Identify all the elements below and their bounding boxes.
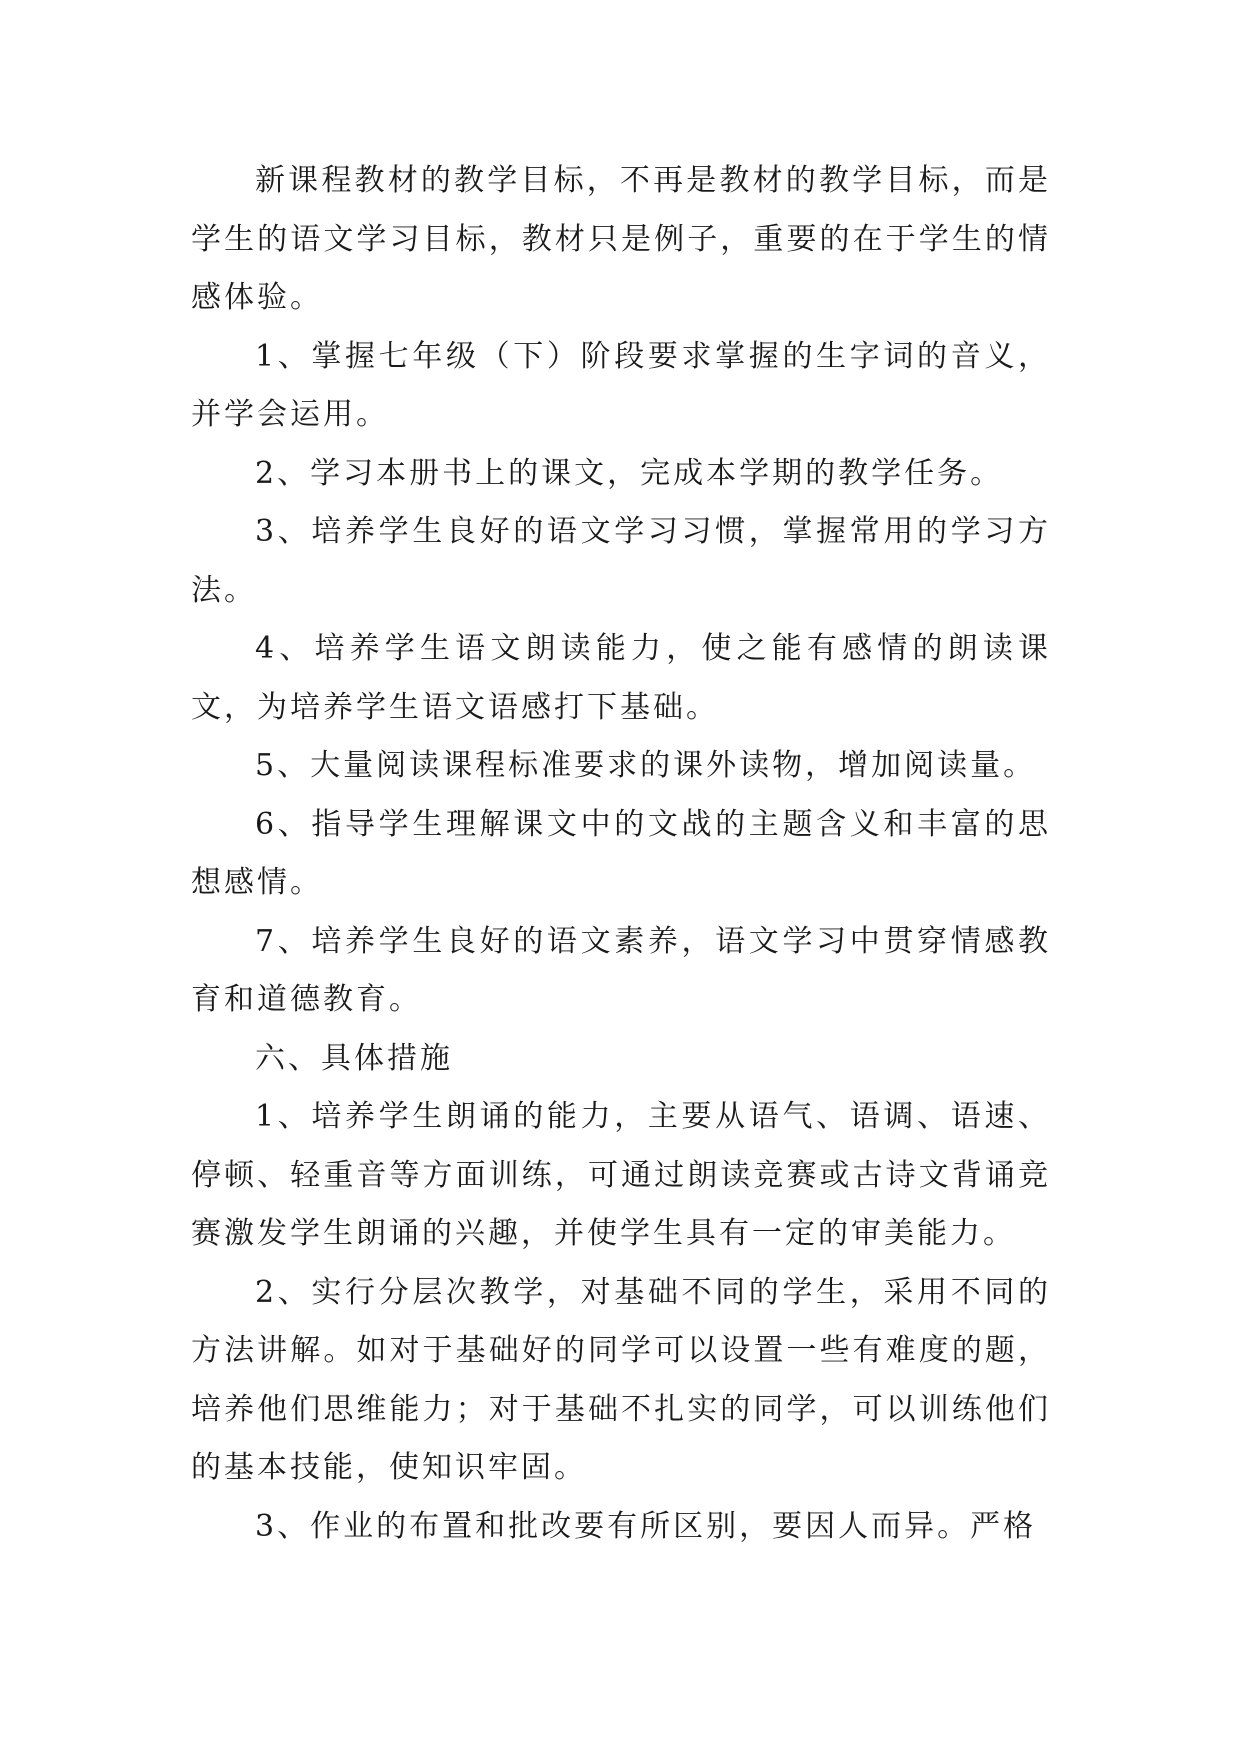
paragraph-goal-3: 3、培养学生良好的语文学习习惯，掌握常用的学习方法。: [191, 514, 1051, 608]
paragraph-intro: 新课程教材的教学目标，不再是教材的教学目标，而是学生的语文学习目标，教材只是例子，重要的在于学生的情感体验。: [191, 163, 1051, 315]
paragraph-goal-7: 7、培养学生良好的语文素养，语文学习中贯穿情感教育和道德教育。: [191, 923, 1051, 1017]
paragraph-goal-5: 5、大量阅读课程标准要求的课外读物，增加阅读量。: [255, 748, 1037, 783]
paragraph-goal-4: 4、培养学生语文朗读能力，使之能有感情的朗读课文，为培养学生语文语感打下基础。: [191, 631, 1051, 725]
document-body: [191, 152, 1051, 1556]
paragraph-goal-6: 6、指导学生理解课文中的文战的主题含义和丰富的思想感情。: [191, 806, 1051, 900]
section-heading-measures: 六、具体措施: [255, 1040, 453, 1076]
paragraph-goal-2: 2、学习本册书上的课文，完成本学期的教学任务。: [255, 455, 1004, 491]
paragraph-measure-2: 2、实行分层次教学，对基础不同的学生，采用不同的方法讲解。如对于基础好的同学可以设置一些有难度的题，培养他们思维能力；对于基础不扎实的同学，可以训练他们的基本技能，使知识牢固。: [191, 1274, 1051, 1485]
paragraph-measure-3: 3、作业的布置和批改要有所区别，要因人而异。严格: [255, 1508, 1037, 1544]
paragraph-goal-1: 1、掌握七年级（下）阶段要求掌握的生字词的音义，并学会运用。: [191, 338, 1051, 432]
paragraph-measure-1: 1、培养学生朗诵的能力，主要从语气、语调、语速、停顿、轻重音等方面训练，可通过朗读竞赛或古诗文背诵竞赛激发学生朗诵的兴趣，并使学生具有一定的审美能力。: [191, 1099, 1051, 1251]
